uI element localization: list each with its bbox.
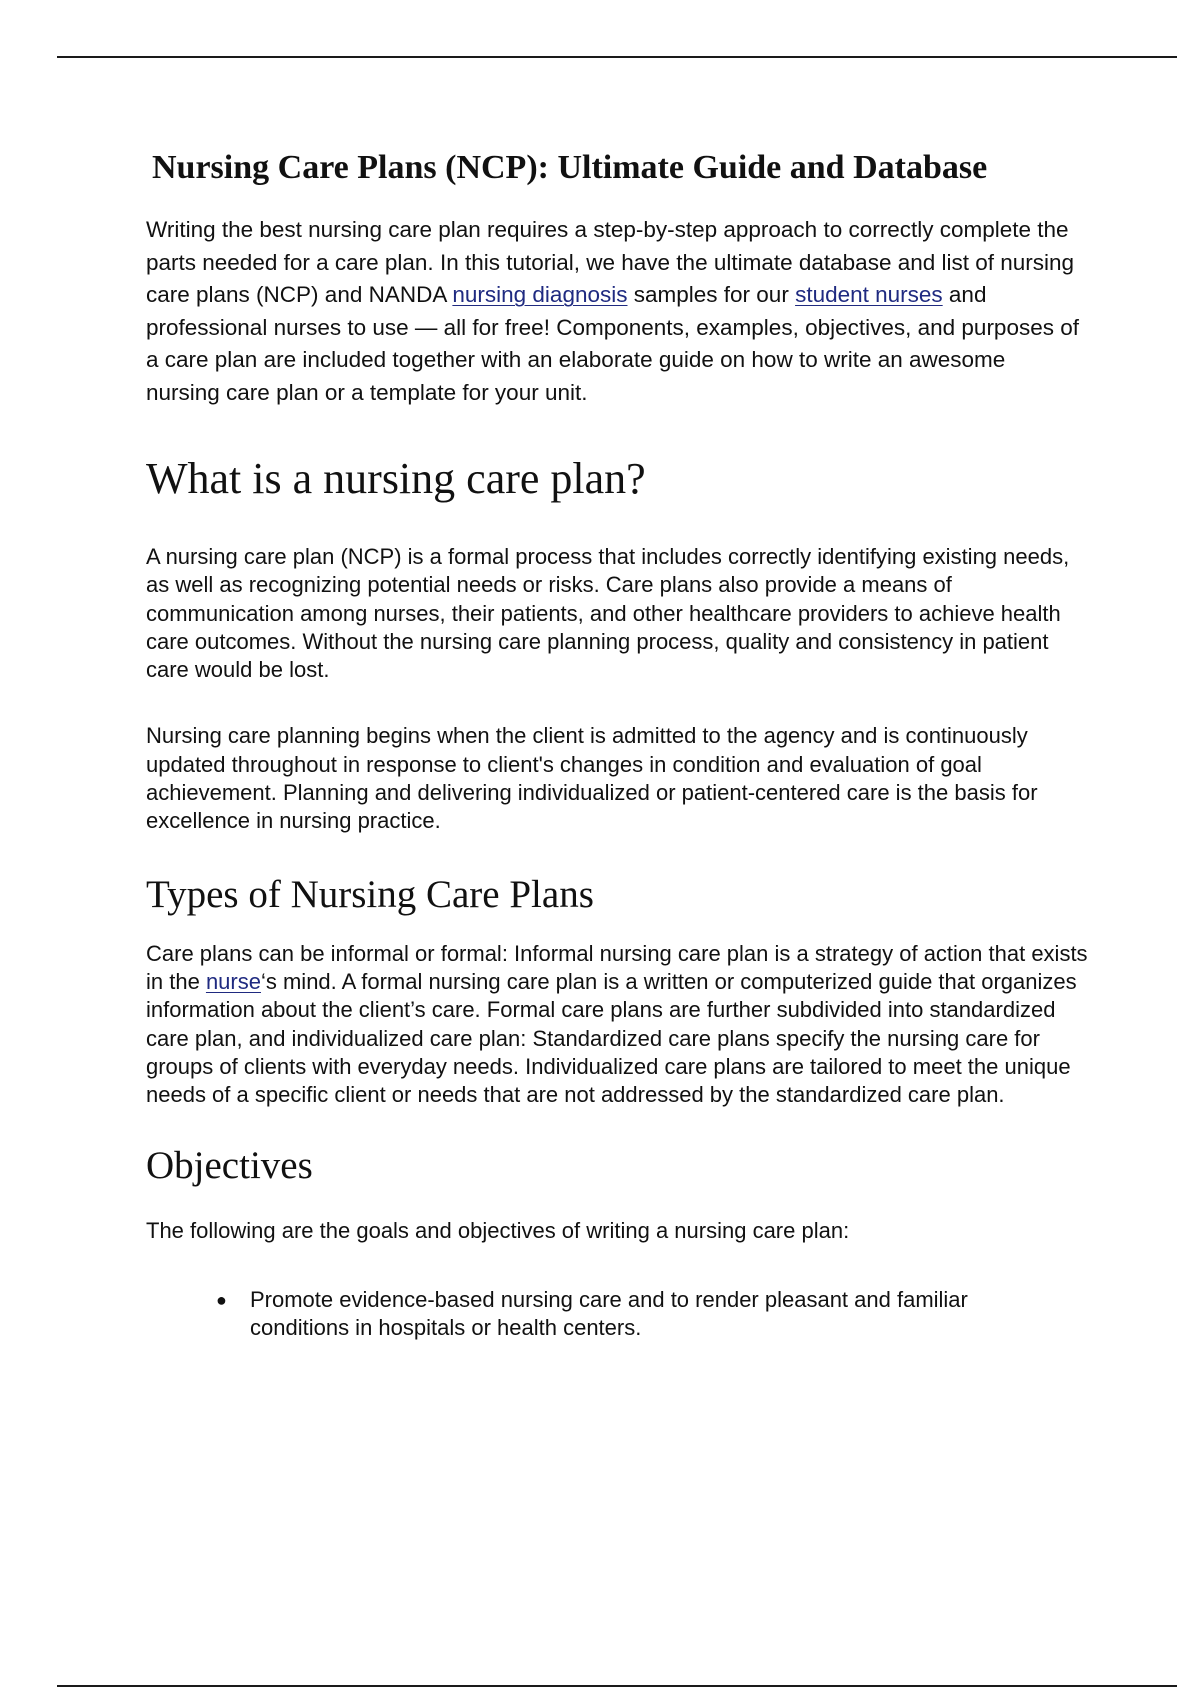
nurse-link[interactable]: nurse — [205, 968, 261, 994]
intro-text-1: Writing the best nursing care plan requires a step-by-step approach to correctly complete the parts needed for a care plan. In this tutorial, we have the ultimate database and list of nursing care plans (NCP) and NANDA — [146, 217, 1075, 307]
student-nurses-link[interactable]: student nurses — [795, 282, 943, 307]
types-text-1: Care plans can be informal or formal: Informal nursing care plan is a strategy of action that exists in the — [146, 940, 1088, 994]
heading-objectives: Objectives — [146, 1144, 313, 1188]
nursing-diagnosis-link[interactable]: nursing diagnosis — [452, 282, 628, 307]
bullet-icon: ● — [216, 1289, 227, 1310]
document-title: Nursing Care Plans (NCP): Ultimate Guide and Database — [152, 149, 988, 186]
intro-text-2: samples for our — [627, 282, 796, 307]
list-item — [216, 1286, 1050, 1343]
intro-paragraph — [146, 214, 1081, 409]
what-paragraph-1: A nursing care plan (NCP) is a formal process that includes correctly identifying existing needs, as well as recognizing potential needs or risks. Care plans also provide a means of communication among nurses, their patients, and other healthcare providers to achieve health care outcomes. Without the nursing care planning process, quality and consistency in patient care would be lost. — [146, 544, 1070, 683]
objectives-list — [146, 1286, 1096, 1343]
types-text-2: ‘s mind. A formal nursing care plan is a written or computerized guide that organizes information about the client’s care. Formal care plans are further subdivided into standardized care plan, and individualized care plan: Standardized care plans specify the nursing care for groups of clients with everyday needs. Individualized care plans are tailored to meet the unique needs of a specific client or needs that are not addressed by the standardized care plan. — [146, 968, 1077, 1108]
heading-types-of-care-plans: Types of Nursing Care Plans — [146, 872, 594, 916]
what-paragraph-2: Nursing care planning begins when the client is admitted to the agency and is continuously updated throughout in response to client's changes in condition and evaluation of goal achievement. Planning and delivering individualized or patient-centered care is the basis for excellence in nursing practice. — [146, 723, 1038, 834]
heading-what-is-care-plan: What is a nursing care plan? — [146, 454, 646, 503]
objectives-lead: The following are the goals and objectives of writing a nursing care plan: — [146, 1218, 850, 1244]
list-item-text: Promote evidence-based nursing care and to render pleasant and familiar conditions in hospitals or health centers. — [250, 1286, 968, 1341]
document-body — [146, 138, 1096, 1342]
types-paragraph — [146, 940, 1091, 1110]
intro-text-3: and professional nurses to use — all for free! Components, examples, objectives, and purposes of a care plan are included together with an elaborate guide on how to write an awesome nursing care plan or a template for your unit. — [146, 282, 1079, 405]
header-rule — [57, 56, 1177, 58]
footer-rule — [57, 1685, 1177, 1687]
